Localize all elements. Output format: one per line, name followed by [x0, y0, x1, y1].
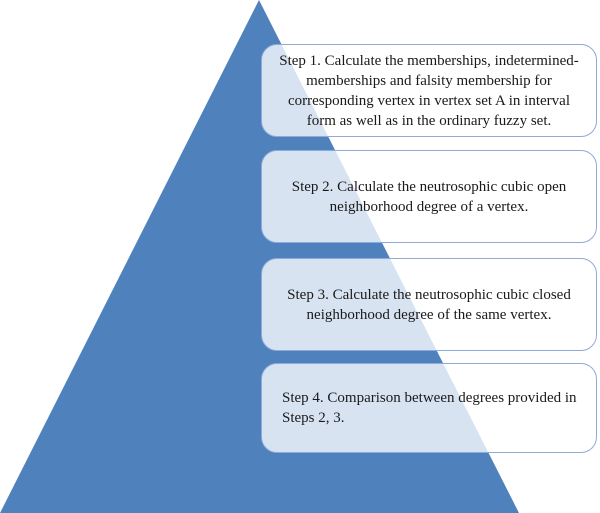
step-3-text: Step 3. Calculate the neutrosophic cubic closed neighborhood degree of the same vertex.: [287, 286, 571, 323]
step-2-text: Step 2. Calculate the neutrosophic cubic open neighborhood degree of a vertex.: [291, 178, 567, 215]
step-1-text: Step 1. Calculate the memberships, indetermined-memberships and falsity membership for corresponding vertex in vertex set A in interval form as well as in the ordinary fuzzy set.: [279, 52, 579, 129]
step-4-text: Step 4. Comparison between degrees provided in Steps 2, 3.: [282, 390, 577, 426]
step-2-box: [261, 150, 597, 243]
step-1-box: [261, 44, 597, 137]
step-4-box: [261, 363, 597, 453]
step-3-box: [261, 258, 597, 351]
